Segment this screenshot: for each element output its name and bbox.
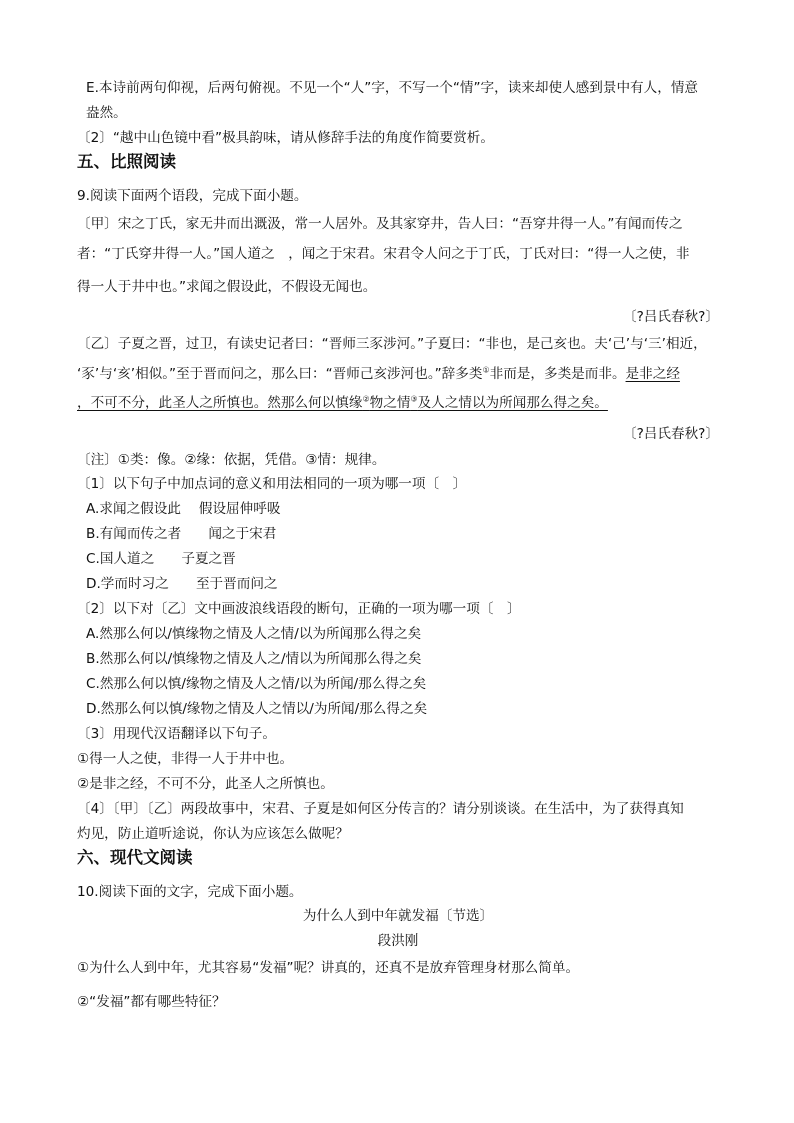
subq1-option-b: B.有闻而传之者 闻之于宋君 xyxy=(86,526,277,542)
passage-yi-line2-text-b: 非而是，多类是而非。 xyxy=(489,366,626,382)
section-heading-5: 五、比照阅读 xyxy=(77,152,176,171)
wavy-underlined-text: 是非之经 xyxy=(625,366,680,382)
footnote-mark-1: ① xyxy=(482,365,490,375)
subq2-option-c: C.然那么何以慎/缘物之情及人之情/以为所闻/那么得之矣 xyxy=(86,676,427,692)
option-e-line1: E.本诗前两句仰视，后两句俯视。不见一个“人”字，不写一个“情”字，读来却使人感到景中有人，情意 xyxy=(86,80,699,96)
subquestion-2: 〔2〕以下对〔乙〕文中画波浪线语段的断句，正确的一项为哪一项〔 〕 xyxy=(77,601,521,617)
article-paragraph-2: ②“发福”都有哪些特征？ xyxy=(77,994,226,1010)
subq1-option-d: D.学而时习之 至于晋而问之 xyxy=(86,576,278,592)
passage-yi-line3-text: ，不可不分，此圣人之所慎也。然那么何以慎缘 xyxy=(77,395,363,411)
section-heading-6: 六、现代文阅读 xyxy=(77,848,193,867)
option-e-line2: 盎然。 xyxy=(86,105,127,121)
subquestion-1: 〔1〕以下句子中加点词的意义和用法相同的一项为哪一项〔 〕 xyxy=(77,476,467,492)
subquestion-4-line2: 灼见，防止道听途说，你认为应该怎么做呢？ xyxy=(77,826,349,842)
passage-yi-line1: 〔乙〕子夏之晋，过卫，有读史记者曰：“晋师三豕涉河。”子夏曰：“非也，是己亥也。夫‘己’与‘三’相近， xyxy=(77,336,707,352)
article-paragraph-1: ①为什么人到中年，尤其容易“发福”呢？讲真的，还真不是放弃管理身材那么简单。 xyxy=(77,960,580,976)
subq2-option-b: B.然那么何以/慎缘物之情及人之/情以为所闻那么得之矣 xyxy=(86,651,422,667)
source-citation-1: 〔?吕氏春秋?〕 xyxy=(623,309,719,325)
subquestion-3: 〔3〕用现代汉语翻译以下句子。 xyxy=(77,726,276,742)
subq2-option-a: A.然那么何以/慎缘物之情及人之情/以为所闻那么得之矣 xyxy=(86,626,422,642)
question-9-intro: 9.阅读下面两个语段，完成下面小题。 xyxy=(77,188,308,204)
passage-jia-line1: 〔甲〕宋之丁氏，家无井而出溉汲，常一人居外。及其家穿井，告人曰：“吾穿井得一人。”有闻而传之 xyxy=(77,216,683,232)
article-title: 为什么人到中年就发福〔节选〕 xyxy=(302,908,494,924)
footnote-mark-2: ② xyxy=(362,394,370,404)
subq1-option-c: C.国人道之 子夏之晋 xyxy=(86,551,236,567)
source-citation-2: 〔?吕氏春秋?〕 xyxy=(623,426,719,442)
passage-jia-line2: 者：“丁氏穿井得一人。”国人道之 ，闻之于宋君。宋君令人问之于丁氏，丁氏对曰：“得一人之使，非 xyxy=(77,246,690,262)
passage-yi-line3-text-c: 及人之情以为所闻那么得之矣。 xyxy=(417,395,608,411)
passage-yi-line2 xyxy=(77,364,719,384)
subq1-option-a: A.求闻之假设此 假设屈伸呼吸 xyxy=(86,501,281,517)
subquestion-4-line1: 〔4〕〔甲〕〔乙〕两段故事中，宋君、子夏是如何区分传言的？请分别谈谈。在生活中，为了获得真知 xyxy=(77,801,684,817)
footnote-mark-3: ③ xyxy=(410,394,418,404)
question-2-poem: 〔2〕“越中山色镜中看”极具韵味，请从修辞手法的角度作简要赏析。 xyxy=(77,130,494,146)
passage-yi-line3-text-b: 物之情 xyxy=(369,395,411,411)
question-10-intro: 10.阅读下面的文字，完成下面小题。 xyxy=(77,884,303,900)
subq3-sentence-1: ①得一人之使，非得一人于井中也。 xyxy=(77,751,294,767)
subq3-sentence-2: ②是非之经，不可不分，此圣人之所慎也。 xyxy=(77,776,334,792)
passage-jia-line3: 得一人于井中也。”求闻之假设此，不假设无闻也。 xyxy=(77,279,377,295)
passage-yi-line2-text: ‘豕’与‘亥’相似。”至于晋而问之，那么曰：“晋师己亥涉河也。”辞多类 xyxy=(77,366,483,382)
passage-yi-line3 xyxy=(77,393,719,413)
subq2-option-d: D.然那么何以慎/缘物之情及人之情以/为所闻/那么得之矣 xyxy=(86,701,428,717)
article-author: 段洪刚 xyxy=(377,933,419,949)
annotation-notes: 〔注〕①类：像。②缘：依据，凭借。③情：规律。 xyxy=(77,452,386,468)
